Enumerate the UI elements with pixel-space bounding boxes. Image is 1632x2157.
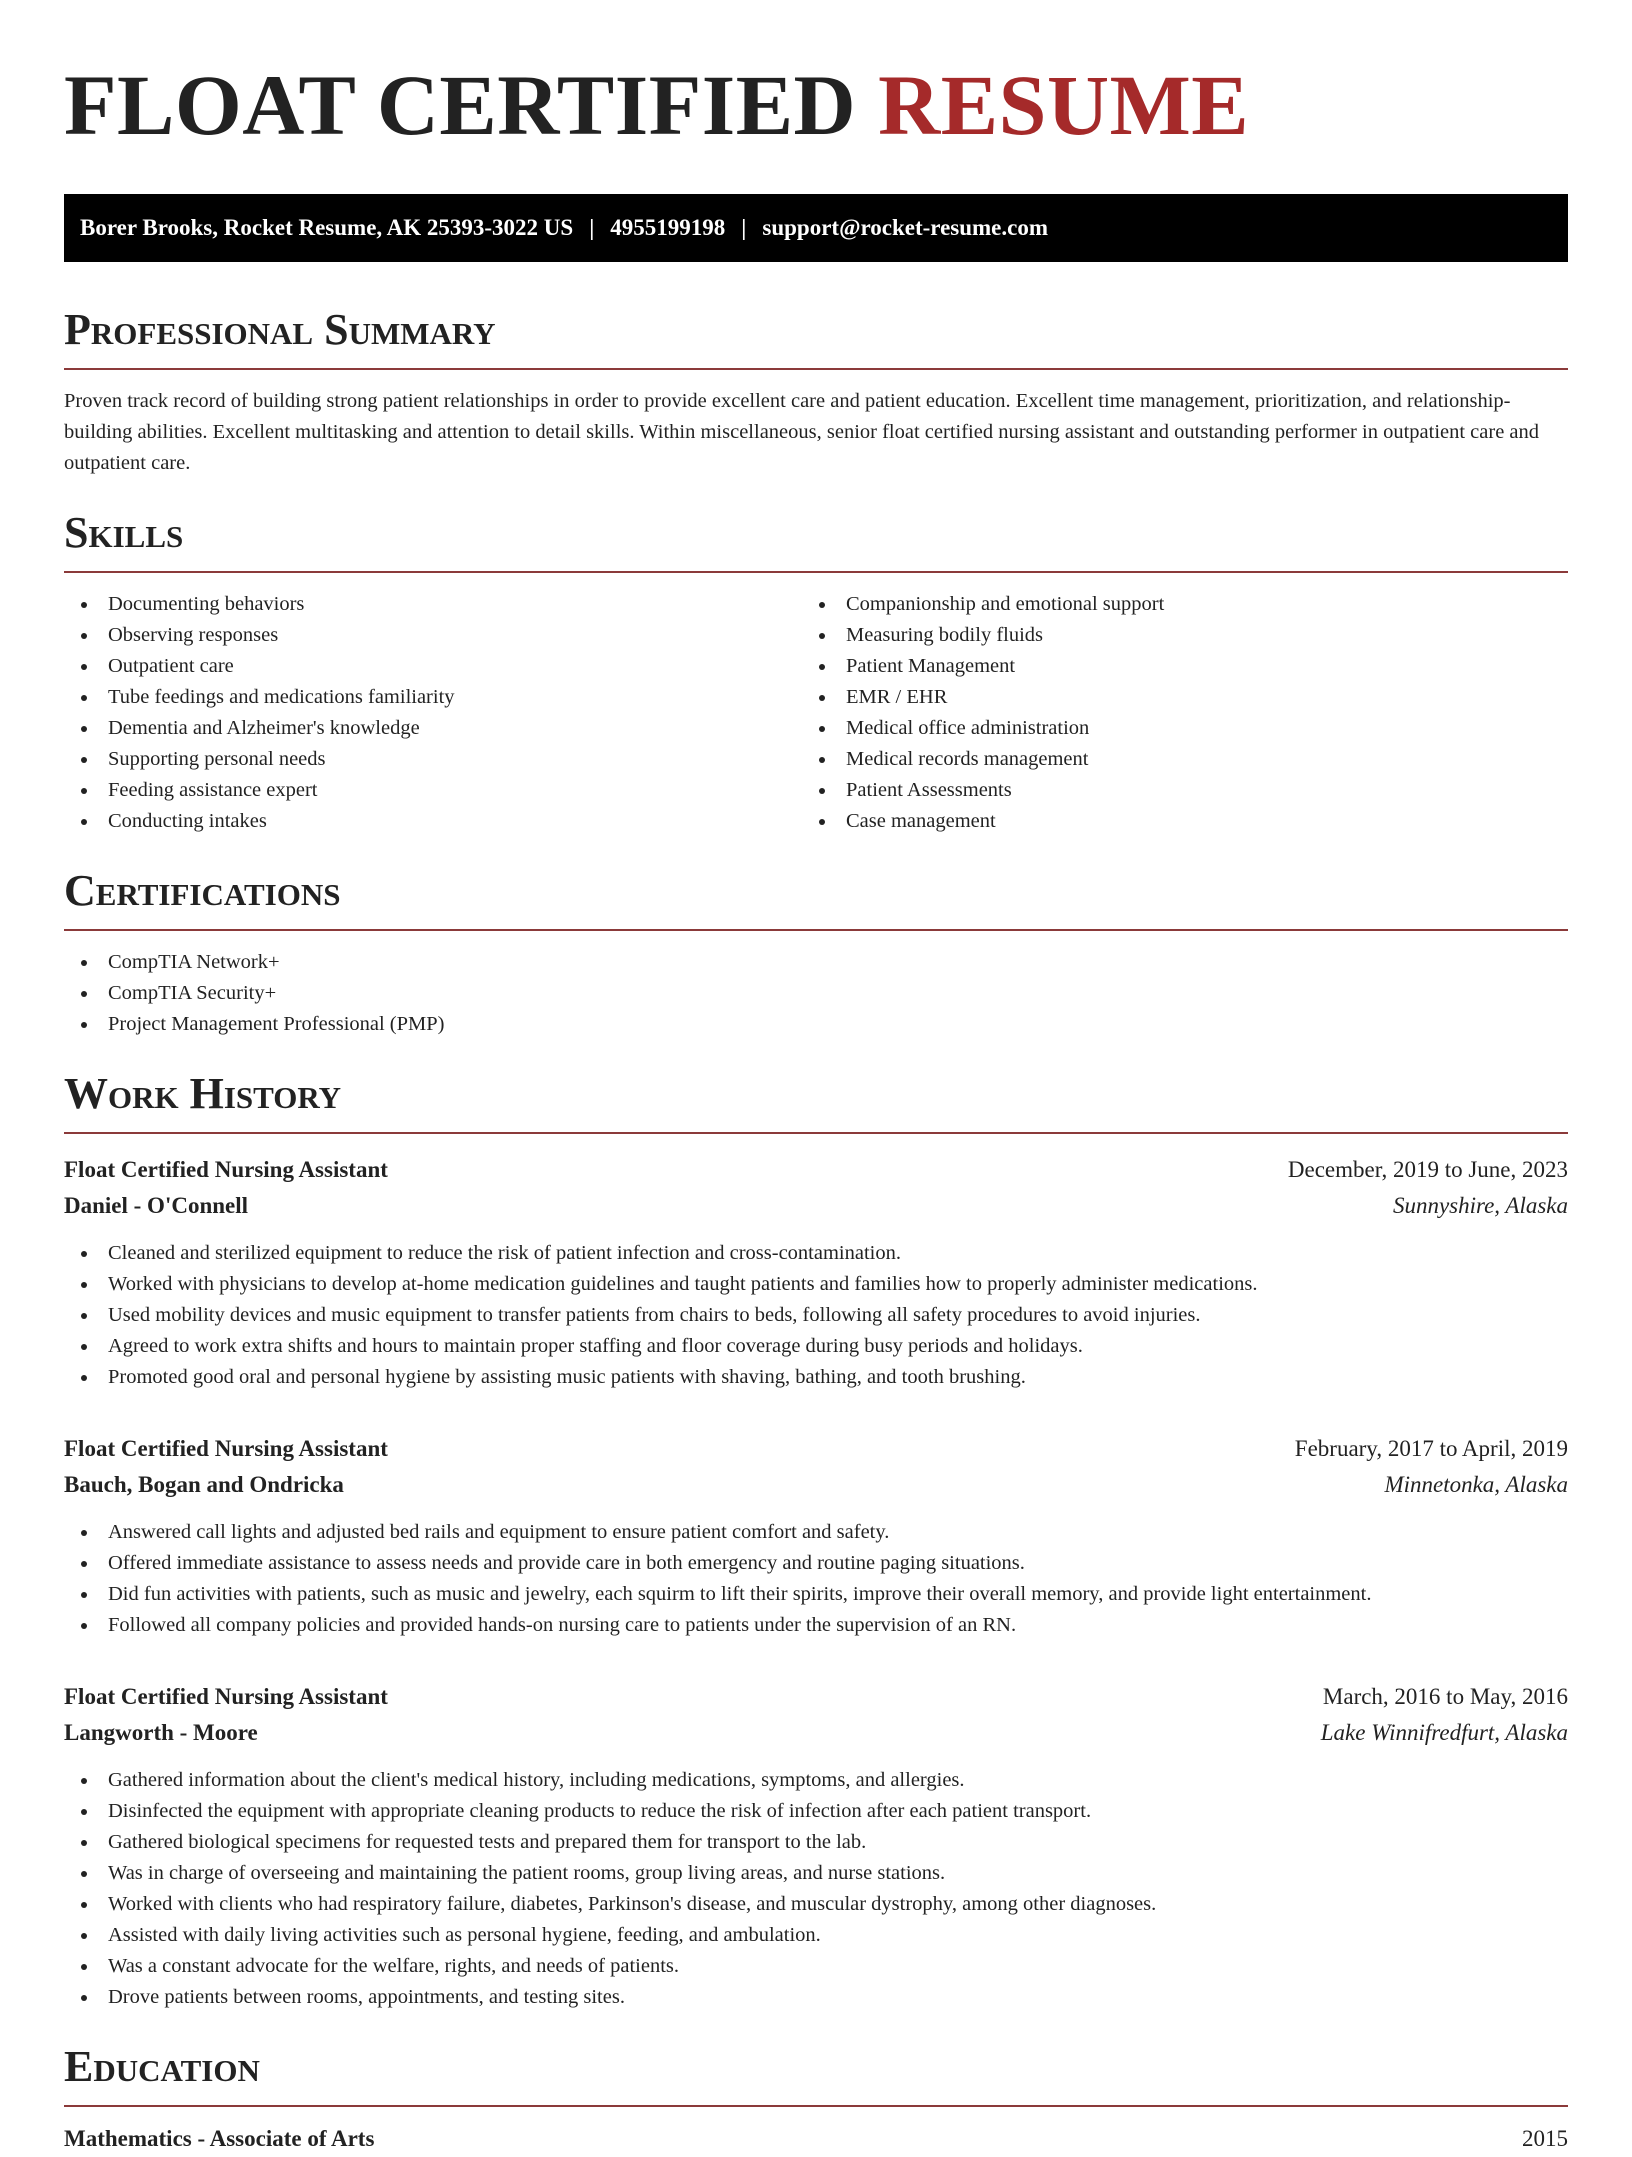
skill-item: Medical records management: [802, 744, 1568, 775]
skill-item: Patient Assessments: [802, 775, 1568, 806]
skill-item: Tube feedings and medications familiarity: [64, 682, 802, 713]
job-header-row: [64, 1431, 1568, 1467]
certification-item: CompTIA Security+: [64, 978, 1568, 1009]
contact-email[interactable]: support@rocket-resume.com: [762, 215, 1049, 240]
job-title: Float Certified Nursing Assistant: [64, 1436, 388, 1461]
job-dates: December, 2019 to June, 2023: [1287, 1157, 1568, 1182]
skill-item: Observing responses: [64, 620, 802, 651]
education-row: [64, 2121, 1568, 2157]
skills-columns: [64, 589, 1568, 837]
summary-heading: Professional Summary: [64, 306, 1568, 370]
education-section: [64, 2043, 1568, 2157]
job-company: Langworth - Moore: [64, 1720, 258, 1745]
skill-item: Case management: [802, 806, 1568, 837]
job-employer-row: [64, 1188, 1568, 1224]
summary-section: [64, 306, 1568, 479]
education-year: 2015: [1522, 2126, 1568, 2151]
contact-bar: [64, 194, 1568, 262]
job-duty: Followed all company policies and provided hands-on nursing care to patients under the supervision of an RN.: [64, 1610, 1568, 1641]
job-location: Minnetonka, Alaska: [1384, 1472, 1568, 1497]
job-duty: Drove patients between rooms, appointments, and testing sites.: [64, 1982, 1568, 2013]
skill-item: EMR / EHR: [802, 682, 1568, 713]
job-entry: [64, 1152, 1568, 1393]
summary-text: Proven track record of building strong patient relationships in order to provide excellent care and patient education. Excellent time management, prioritization, and relationship-building abilities. Excellent multitasking and attention to detail skills. Within miscellaneous, senior float certified nursing assistant and outstanding performer in outpatient care and outpatient care.: [64, 390, 1540, 474]
certifications-list: [64, 947, 1568, 1040]
job-duty: Used mobility devices and music equipment to transfer patients from chairs to beds, following all safety procedures to avoid injuries.: [64, 1300, 1568, 1331]
job-duty: Cleaned and sterilized equipment to reduce the risk of patient infection and cross-contamination.: [64, 1238, 1568, 1269]
job-duty: Agreed to work extra shifts and hours to maintain proper staffing and floor coverage during busy periods and holidays.: [64, 1331, 1568, 1362]
job-entry: [64, 1679, 1568, 2013]
skill-item: Dementia and Alzheimer's knowledge: [64, 713, 802, 744]
job-company: Bauch, Bogan and Ondricka: [64, 1472, 344, 1497]
contact-separator: |: [589, 215, 595, 240]
job-duties-list: [64, 1517, 1568, 1641]
job-location: Lake Winnifredfurt, Alaska: [1320, 1720, 1568, 1745]
certification-item: Project Management Professional (PMP): [64, 1009, 1568, 1040]
contact-separator: |: [741, 215, 747, 240]
skills-section: [64, 509, 1568, 837]
skill-item: Conducting intakes: [64, 806, 802, 837]
job-duties-list: [64, 1765, 1568, 2013]
job-dates: March, 2016 to May, 2016: [1322, 1684, 1568, 1709]
contact-address: Borer Brooks, Rocket Resume, AK 25393-3022 US: [80, 215, 574, 240]
skill-item: Patient Management: [802, 651, 1568, 682]
work-history-heading: Work History: [64, 1070, 1568, 1134]
job-duty: Gathered information about the client's medical history, including medications, symptoms, and allergies.: [64, 1765, 1568, 1796]
skill-item: Medical office administration: [802, 713, 1568, 744]
job-duty: Worked with clients who had respiratory failure, diabetes, Parkinson's disease, and muscular dystrophy, among other diagnoses.: [64, 1889, 1568, 1920]
job-location: Sunnyshire, Alaska: [1392, 1193, 1568, 1218]
job-duty: Did fun activities with patients, such as music and jewelry, each squirm to lift their spirits, improve their overall memory, and provide light entertainment.: [64, 1579, 1568, 1610]
job-duty: Was in charge of overseeing and maintaining the patient rooms, group living areas, and nurse stations.: [64, 1858, 1568, 1889]
job-entry: [64, 1431, 1568, 1641]
job-header-row: [64, 1679, 1568, 1715]
resume-title: [64, 57, 1568, 153]
job-duty: Worked with physicians to develop at-home medication guidelines and taught patients and families how to properly administer medications.: [64, 1269, 1568, 1300]
job-duties-list: [64, 1238, 1568, 1393]
skill-item: Companionship and emotional support: [802, 589, 1568, 620]
title-main: FLOAT CERTIFIED: [64, 57, 857, 153]
job-duty: Disinfected the equipment with appropriate cleaning products to reduce the risk of infection after each patient transport.: [64, 1796, 1568, 1827]
certifications-section: [64, 867, 1568, 1040]
job-company: Daniel - O'Connell: [64, 1193, 249, 1218]
skills-left-list: [64, 589, 802, 837]
job-title: Float Certified Nursing Assistant: [64, 1157, 388, 1182]
skills-right-list: [802, 589, 1568, 837]
job-dates: February, 2017 to April, 2019: [1294, 1436, 1568, 1461]
contact-phone: 4955199198: [610, 215, 726, 240]
title-accent: RESUME: [878, 57, 1250, 153]
job-employer-row: [64, 1715, 1568, 1751]
job-duty: Gathered biological specimens for requested tests and prepared them for transport to the lab.: [64, 1827, 1568, 1858]
job-duty: Was a constant advocate for the welfare, rights, and needs of patients.: [64, 1951, 1568, 1982]
skill-item: Outpatient care: [64, 651, 802, 682]
skill-item: Documenting behaviors: [64, 589, 802, 620]
education-degree: Mathematics - Associate of Arts: [64, 2126, 375, 2151]
job-duty: Answered call lights and adjusted bed rails and equipment to ensure patient comfort and safety.: [64, 1517, 1568, 1548]
skills-heading: Skills: [64, 509, 1568, 573]
job-duty: Assisted with daily living activities such as personal hygiene, feeding, and ambulation.: [64, 1920, 1568, 1951]
skill-item: Measuring bodily fluids: [802, 620, 1568, 651]
work-history-section: [64, 1070, 1568, 2013]
certifications-heading: Certifications: [64, 867, 1568, 931]
job-title: Float Certified Nursing Assistant: [64, 1684, 388, 1709]
job-employer-row: [64, 1467, 1568, 1503]
certification-item: CompTIA Network+: [64, 947, 1568, 978]
skill-item: Feeding assistance expert: [64, 775, 802, 806]
job-header-row: [64, 1152, 1568, 1188]
skill-item: Supporting personal needs: [64, 744, 802, 775]
education-heading: Education: [64, 2043, 1568, 2107]
job-duty: Promoted good oral and personal hygiene by assisting music patients with shaving, bathing, and tooth brushing.: [64, 1362, 1568, 1393]
job-duty: Offered immediate assistance to assess needs and provide care in both emergency and routine paging situations.: [64, 1548, 1568, 1579]
